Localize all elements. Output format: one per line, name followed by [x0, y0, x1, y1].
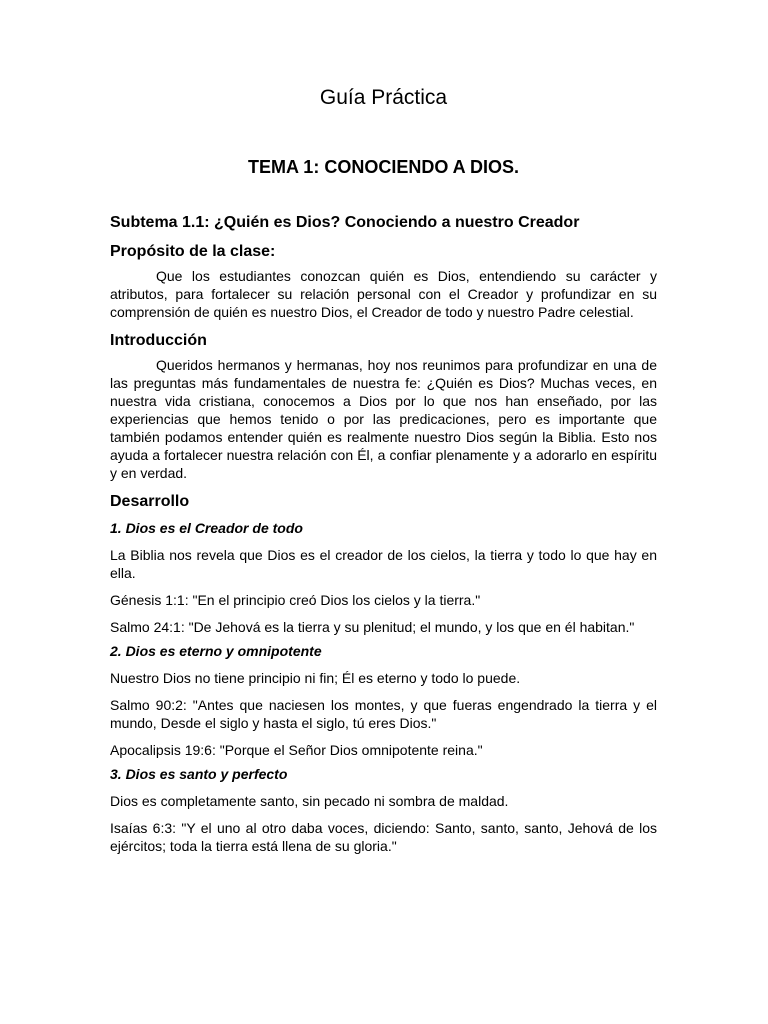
point-1-line-2: Génesis 1:1: "En el principio creó Dios los cielos y la tierra.": [110, 592, 481, 608]
tema-title: TEMA 1: CONOCIENDO A DIOS.: [247, 157, 519, 177]
point-1-line-3: Salmo 24:1: "De Jehová es la tierra y su plenitud; el mundo, y los que en él habitan.": [110, 619, 635, 635]
point-2: [110, 642, 657, 759]
document-title: Guía Práctica: [319, 86, 448, 109]
point-1-line-1: La Biblia nos revela que Dios es el creador de los cielos, la tierra y todo lo que hay en ella.: [110, 547, 657, 581]
desarrollo-heading: Desarrollo: [110, 493, 190, 510]
point-3: [110, 765, 657, 855]
proposito-heading: Propósito de la clase:: [110, 243, 276, 260]
point-1: [110, 519, 657, 636]
introduccion-heading: Introducción: [110, 332, 207, 349]
point-3-title: 3. Dios es santo y perfecto: [110, 766, 288, 782]
point-2-title: 2. Dios es eterno y omnipotente: [110, 643, 322, 659]
point-2-line-2: Salmo 90:2: "Antes que naciesen los montes, y que fueras engendrado la tierra y el mundo, Desde el siglo y hasta el siglo, tú eres Dios.": [110, 697, 657, 731]
introduccion-paragraph: Queridos hermanos y hermanas, hoy nos reunimos para profundizar en una de las preguntas más fundamentales de nuestra fe: ¿Quién es Dios? Muchas veces, en nuestra vida cristiana, conocemos a Dios por lo que nos han enseñado, por las experiencias que hemos tenido o por las predicaciones, pero es importante que también podamos entender quién es realmente nuestro Dios según la Biblia. Esto nos ayuda a fortalecer nuestra relación con Él, a confiar plenamente y a adorarlo en espíritu y en verdad.: [110, 357, 657, 481]
document-page: [110, 84, 657, 855]
point-3-line-2: Isaías 6:3: "Y el uno al otro daba voces, diciendo: Santo, santo, santo, Jehová de los ejércitos; toda la tierra está llena de su gloria.": [110, 820, 657, 854]
point-3-line-1: Dios es completamente santo, sin pecado ni sombra de maldad.: [110, 793, 509, 809]
point-1-title: 1. Dios es el Creador de todo: [110, 520, 303, 536]
point-2-line-1: Nuestro Dios no tiene principio ni fin; Él es eterno y todo lo puede.: [110, 670, 521, 686]
subtema-heading: Subtema 1.1: ¿Quién es Dios? Conociendo a nuestro Creador: [110, 214, 580, 231]
proposito-paragraph: Que los estudiantes conozcan quién es Dios, entendiendo su carácter y atributos, para fortalecer su relación personal con el Creador y profundizar en su comprensión de quién es nuestro Dios, el Creador de todo y nuestro Padre celestial.: [110, 268, 657, 320]
point-2-line-3: Apocalipsis 19:6: "Porque el Señor Dios omnipotente reina.": [110, 742, 483, 758]
